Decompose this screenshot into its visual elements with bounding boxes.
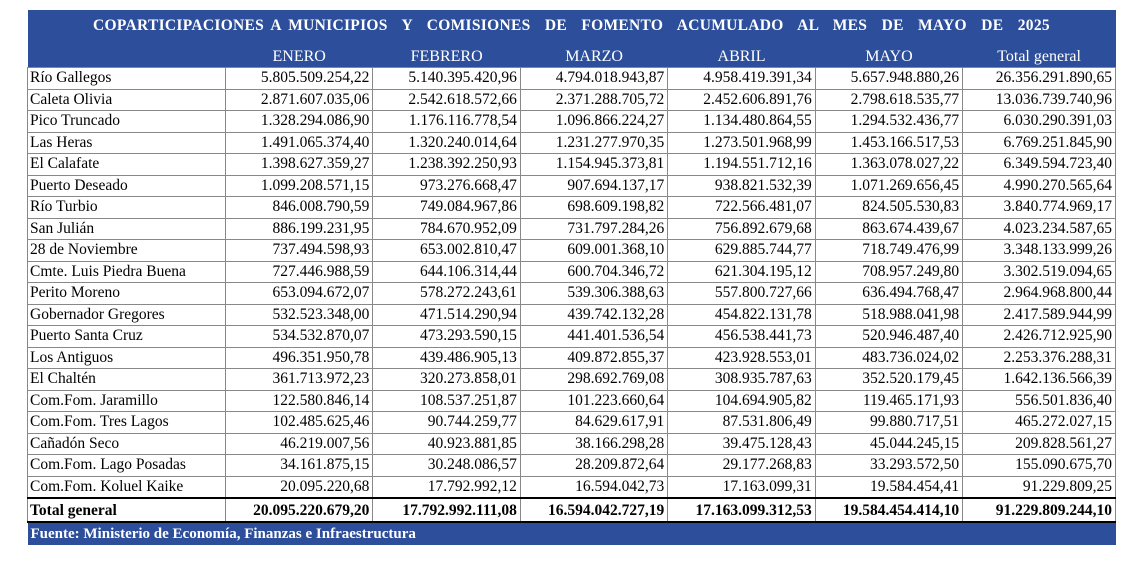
- column-header: ENERO: [225, 42, 372, 68]
- table-cell: 6.030.290.391,03: [963, 111, 1116, 133]
- table-cell: 2.426.712.925,90: [963, 326, 1116, 348]
- table-cell: 4.990.270.565,64: [963, 175, 1116, 197]
- table-cell: 5.657.948.880,26: [815, 68, 962, 90]
- row-label: Gobernador Gregores: [28, 304, 226, 326]
- table-cell: 102.485.625,46: [225, 412, 372, 434]
- table-cell: 496.351.950,78: [225, 347, 372, 369]
- total-cell: 19.584.454.414,10: [815, 498, 962, 522]
- table-cell: 5.140.395.420,96: [373, 68, 520, 90]
- column-header: MARZO: [520, 42, 667, 68]
- table-cell: 108.537.251,87: [373, 390, 520, 412]
- table-cell: 756.892.679,68: [668, 218, 815, 240]
- table-cell: 520.946.487,40: [815, 326, 962, 348]
- table-cell: 361.713.972,23: [225, 369, 372, 391]
- table-cell: 2.371.288.705,72: [520, 89, 667, 111]
- table-cell: 6.769.251.845,90: [963, 132, 1116, 154]
- report-table-container: [27, 10, 1116, 545]
- column-header: MAYO: [815, 42, 962, 68]
- table-cell: 454.822.131,78: [668, 304, 815, 326]
- table-cell: 1.238.392.250,93: [373, 154, 520, 176]
- row-label: Río Turbio: [28, 197, 226, 219]
- row-label: Puerto Deseado: [28, 175, 226, 197]
- source-row: [28, 522, 1116, 545]
- table-cell: 456.538.441,73: [668, 326, 815, 348]
- table-cell: 1.194.551.712,16: [668, 154, 815, 176]
- table-row: [28, 283, 1116, 305]
- table-cell: 209.828.561,27: [963, 433, 1116, 455]
- table-cell: 471.514.290,94: [373, 304, 520, 326]
- row-label: Com.Fom. Lago Posadas: [28, 455, 226, 477]
- row-label: Perito Moreno: [28, 283, 226, 305]
- table-row: [28, 304, 1116, 326]
- table-cell: 1.071.269.656,45: [815, 175, 962, 197]
- table-cell: 2.871.607.035,06: [225, 89, 372, 111]
- table-cell: 1.453.166.517,53: [815, 132, 962, 154]
- table-cell: 84.629.617,91: [520, 412, 667, 434]
- total-cell: 17.163.099.312,53: [668, 498, 815, 522]
- row-label: Com.Fom. Tres Lagos: [28, 412, 226, 434]
- table-cell: 473.293.590,15: [373, 326, 520, 348]
- table-cell: 38.166.298,28: [520, 433, 667, 455]
- table-cell: 2.253.376.288,31: [963, 347, 1116, 369]
- row-label: El Chaltén: [28, 369, 226, 391]
- table-row: [28, 89, 1116, 111]
- table-cell: 629.885.744,77: [668, 240, 815, 262]
- table-cell: 483.736.024,02: [815, 347, 962, 369]
- table-cell: 846.008.790,59: [225, 197, 372, 219]
- total-label: Total general: [28, 498, 226, 522]
- row-label: Com.Fom. Jaramillo: [28, 390, 226, 412]
- table-cell: 534.532.870,07: [225, 326, 372, 348]
- table-cell: 30.248.086,57: [373, 455, 520, 477]
- table-cell: 104.694.905,82: [668, 390, 815, 412]
- table-cell: 2.417.589.944,99: [963, 304, 1116, 326]
- table-cell: 600.704.346,72: [520, 261, 667, 283]
- row-label: 28 de Noviembre: [28, 240, 226, 262]
- table-cell: 653.002.810,47: [373, 240, 520, 262]
- table-cell: 1.328.294.086,90: [225, 111, 372, 133]
- column-header: ABRIL: [668, 42, 815, 68]
- row-label: Com.Fom. Koluel Kaike: [28, 476, 226, 498]
- table-cell: 1.176.116.778,54: [373, 111, 520, 133]
- table-cell: 1.363.078.027,22: [815, 154, 962, 176]
- table-cell: 609.001.368,10: [520, 240, 667, 262]
- table-cell: 34.161.875,15: [225, 455, 372, 477]
- table-cell: 1.491.065.374,40: [225, 132, 372, 154]
- row-label: Río Gallegos: [28, 68, 226, 90]
- table-cell: 91.229.809,25: [963, 476, 1116, 498]
- table-cell: 119.465.171,93: [815, 390, 962, 412]
- total-cell: 17.792.992.111,08: [373, 498, 520, 522]
- table-cell: 557.800.727,66: [668, 283, 815, 305]
- table-cell: 539.306.388,63: [520, 283, 667, 305]
- table-cell: 465.272.027,15: [963, 412, 1116, 434]
- table-cell: 87.531.806,49: [668, 412, 815, 434]
- table-cell: 99.880.717,51: [815, 412, 962, 434]
- total-cell: 91.229.809.244,10: [963, 498, 1116, 522]
- table-cell: 653.094.672,07: [225, 283, 372, 305]
- table-row: [28, 197, 1116, 219]
- table-cell: 19.584.454,41: [815, 476, 962, 498]
- title-row: [28, 10, 1116, 42]
- table-row: [28, 326, 1116, 348]
- table-cell: 749.084.967,86: [373, 197, 520, 219]
- row-label: Pico Truncado: [28, 111, 226, 133]
- table-cell: 46.219.007,56: [225, 433, 372, 455]
- table-cell: 784.670.952,09: [373, 218, 520, 240]
- table-row: [28, 132, 1116, 154]
- table-row: [28, 68, 1116, 90]
- table-cell: 439.486.905,13: [373, 347, 520, 369]
- table-row: [28, 347, 1116, 369]
- table-cell: 644.106.314,44: [373, 261, 520, 283]
- table-cell: 4.794.018.943,87: [520, 68, 667, 90]
- table-cell: 17.792.992,12: [373, 476, 520, 498]
- table-cell: 17.163.099,31: [668, 476, 815, 498]
- table-cell: 718.749.476,99: [815, 240, 962, 262]
- header-blank: [28, 42, 226, 68]
- table-cell: 1.231.277.970,35: [520, 132, 667, 154]
- table-row: [28, 218, 1116, 240]
- table-cell: 2.964.968.800,44: [963, 283, 1116, 305]
- table-cell: 3.840.774.969,17: [963, 197, 1116, 219]
- row-label: Caleta Olivia: [28, 89, 226, 111]
- row-label: Las Heras: [28, 132, 226, 154]
- total-row: [28, 498, 1116, 522]
- table-cell: 3.348.133.999,26: [963, 240, 1116, 262]
- table-cell: 621.304.195,12: [668, 261, 815, 283]
- table-cell: 423.928.553,01: [668, 347, 815, 369]
- table-cell: 886.199.231,95: [225, 218, 372, 240]
- table-cell: 708.957.249,80: [815, 261, 962, 283]
- row-label: Los Antiguos: [28, 347, 226, 369]
- table-cell: 731.797.284,26: [520, 218, 667, 240]
- table-row: [28, 240, 1116, 262]
- table-cell: 737.494.598,93: [225, 240, 372, 262]
- row-label: El Calafate: [28, 154, 226, 176]
- row-label: Cmte. Luis Piedra Buena: [28, 261, 226, 283]
- table-cell: 20.095.220,68: [225, 476, 372, 498]
- column-header: Total general: [963, 42, 1116, 68]
- table-cell: 1.134.480.864,55: [668, 111, 815, 133]
- table-cell: 26.356.291.890,65: [963, 68, 1116, 90]
- table-cell: 4.023.234.587,65: [963, 218, 1116, 240]
- table-row: [28, 476, 1116, 498]
- table-cell: 2.542.618.572,66: [373, 89, 520, 111]
- table-cell: 1.398.627.359,27: [225, 154, 372, 176]
- table-body: [28, 68, 1116, 499]
- table-row: [28, 261, 1116, 283]
- table-cell: 863.674.439,67: [815, 218, 962, 240]
- table-cell: 1.294.532.436,77: [815, 111, 962, 133]
- table-row: [28, 175, 1116, 197]
- table-cell: 532.523.348,00: [225, 304, 372, 326]
- table-cell: 973.276.668,47: [373, 175, 520, 197]
- table-row: [28, 433, 1116, 455]
- table-cell: 90.744.259,77: [373, 412, 520, 434]
- row-label: Cañadón Seco: [28, 433, 226, 455]
- table-cell: 155.090.675,70: [963, 455, 1116, 477]
- table-row: [28, 412, 1116, 434]
- table-cell: 122.580.846,14: [225, 390, 372, 412]
- table-cell: 578.272.243,61: [373, 283, 520, 305]
- table-cell: 441.401.536,54: [520, 326, 667, 348]
- row-label: San Julián: [28, 218, 226, 240]
- table-cell: 33.293.572,50: [815, 455, 962, 477]
- table-cell: 1.320.240.014,64: [373, 132, 520, 154]
- table-cell: 320.273.858,01: [373, 369, 520, 391]
- table-cell: 6.349.594.723,40: [963, 154, 1116, 176]
- table-title: COPARTICIPACIONES A MUNICIPIOS Y COMISIONES DE FOMENTO ACUMULADO AL MES DE MAYO DE 2025: [28, 10, 1116, 42]
- table-row: [28, 154, 1116, 176]
- table-row: [28, 455, 1116, 477]
- row-label: Puerto Santa Cruz: [28, 326, 226, 348]
- coparticipaciones-table: [27, 10, 1116, 545]
- table-cell: 1.096.866.224,27: [520, 111, 667, 133]
- table-cell: 698.609.198,82: [520, 197, 667, 219]
- table-cell: 39.475.128,43: [668, 433, 815, 455]
- header-row: [28, 42, 1116, 68]
- table-cell: 824.505.530,83: [815, 197, 962, 219]
- table-cell: 722.566.481,07: [668, 197, 815, 219]
- table-cell: 938.821.532,39: [668, 175, 815, 197]
- table-cell: 1.642.136.566,39: [963, 369, 1116, 391]
- total-cell: 20.095.220.679,20: [225, 498, 372, 522]
- table-cell: 5.805.509.254,22: [225, 68, 372, 90]
- table-cell: 40.923.881,85: [373, 433, 520, 455]
- table-cell: 1.099.208.571,15: [225, 175, 372, 197]
- table-cell: 3.302.519.094,65: [963, 261, 1116, 283]
- table-cell: 727.446.988,59: [225, 261, 372, 283]
- table-cell: 298.692.769,08: [520, 369, 667, 391]
- table-row: [28, 369, 1116, 391]
- column-header: FEBRERO: [373, 42, 520, 68]
- table-row: [28, 390, 1116, 412]
- table-cell: 518.988.041,98: [815, 304, 962, 326]
- total-cell: 16.594.042.727,19: [520, 498, 667, 522]
- table-cell: 101.223.660,64: [520, 390, 667, 412]
- table-cell: 636.494.768,47: [815, 283, 962, 305]
- table-row: [28, 111, 1116, 133]
- source-note: Fuente: Ministerio de Economía, Finanzas e Infraestructura: [28, 522, 1116, 545]
- table-cell: 1.273.501.968,99: [668, 132, 815, 154]
- table-cell: 13.036.739.740,96: [963, 89, 1116, 111]
- table-cell: 439.742.132,28: [520, 304, 667, 326]
- table-cell: 907.694.137,17: [520, 175, 667, 197]
- table-cell: 308.935.787,63: [668, 369, 815, 391]
- table-cell: 1.154.945.373,81: [520, 154, 667, 176]
- table-cell: 556.501.836,40: [963, 390, 1116, 412]
- table-cell: 29.177.268,83: [668, 455, 815, 477]
- table-cell: 2.798.618.535,77: [815, 89, 962, 111]
- table-cell: 4.958.419.391,34: [668, 68, 815, 90]
- table-cell: 352.520.179,45: [815, 369, 962, 391]
- table-cell: 45.044.245,15: [815, 433, 962, 455]
- table-cell: 16.594.042,73: [520, 476, 667, 498]
- table-cell: 409.872.855,37: [520, 347, 667, 369]
- table-cell: 2.452.606.891,76: [668, 89, 815, 111]
- table-cell: 28.209.872,64: [520, 455, 667, 477]
